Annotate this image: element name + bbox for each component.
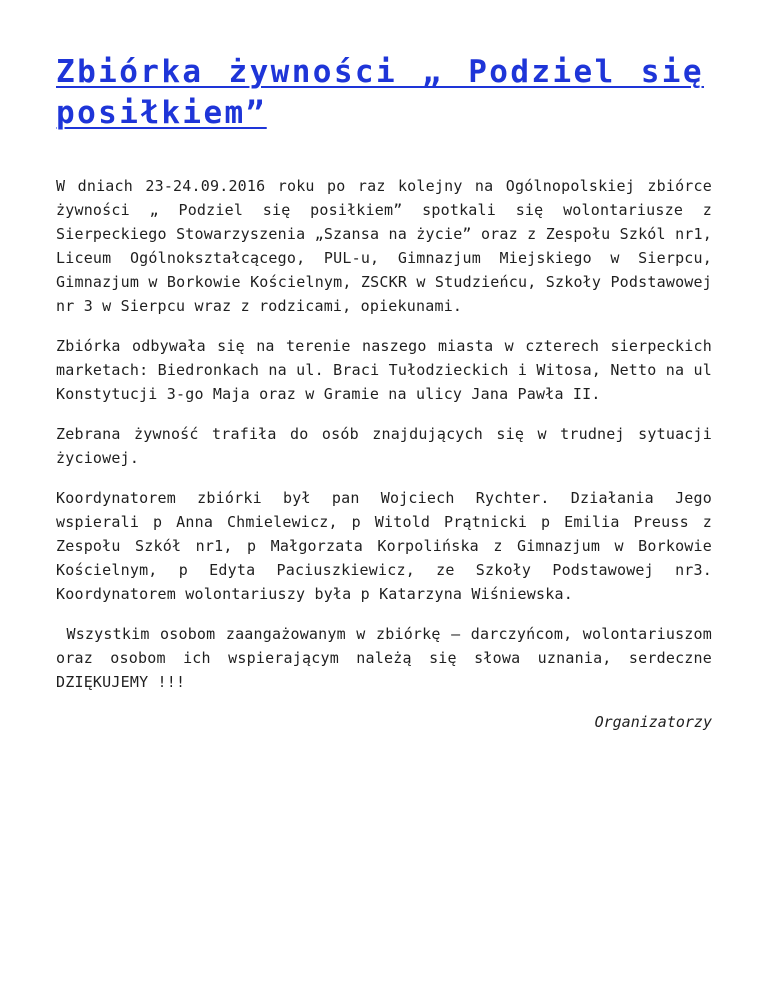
signature: Organizatorzy xyxy=(594,713,712,731)
article-title-link[interactable]: Zbiórka żywności „ Podziel się posiłkiem” xyxy=(56,54,704,131)
paragraph-recipients: Zebrana żywność trafiła do osób znajdujących się w trudnej sytuacji życiowej. xyxy=(56,425,712,467)
article xyxy=(56,52,722,734)
article-title[interactable] xyxy=(56,52,712,134)
paragraph-intro: W dniach 23-24.09.2016 roku po raz kolejny na Ogólnopolskiej zbiórce żywności „ Podziel się posiłkiem” spotkali się wolontariusze z Sierpeckiego Stowarzyszenia „Szansa na życie” oraz z Zespołu Szkól nr1, Liceum Ogólnokształcącego, PUL-u, Gimnazjum Miejskiego w Sierpcu, Gimnazjum w Borkowie Kościelnym, ZSCKR w Studzieńcu, Szkoły Podstawowej nr 3 w Sierpcu wraz z rodzicami, opiekunami. xyxy=(56,177,712,315)
article-body xyxy=(56,174,722,694)
paragraph-thanks: Wszystkim osobom zaangażowanym w zbiórkę – darczyńcom, wolontariuszom oraz osobom ich wspierającym należą się słowa uznania, serdeczne DZIĘKUJEMY !!! xyxy=(56,625,722,691)
paragraph-coordinators: Koordynatorem zbiórki był pan Wojciech Rychter. Działania Jego wspierali p Anna Chmielewicz, p Witold Prątnicki p Emilia Preuss z Zespołu Szkół nr1, p Małgorzata Korpolińska z Gimnazjum w Borkowie Kościelnym, p Edyta Paciuszkiewicz, ze Szkoły Podstawowej nr3. Koordynatorem wolontariuszy była p Katarzyna Wiśniewska. xyxy=(56,489,712,603)
paragraph-locations: Zbiórka odbywała się na terenie naszego miasta w czterech sierpeckich marketach: Biedronkach na ul. Braci Tułodzieckich i Witosa, Netto na ul Konstytucji 3-go Maja oraz w Gramie na ulicy Jana Pawła II. xyxy=(56,337,712,403)
